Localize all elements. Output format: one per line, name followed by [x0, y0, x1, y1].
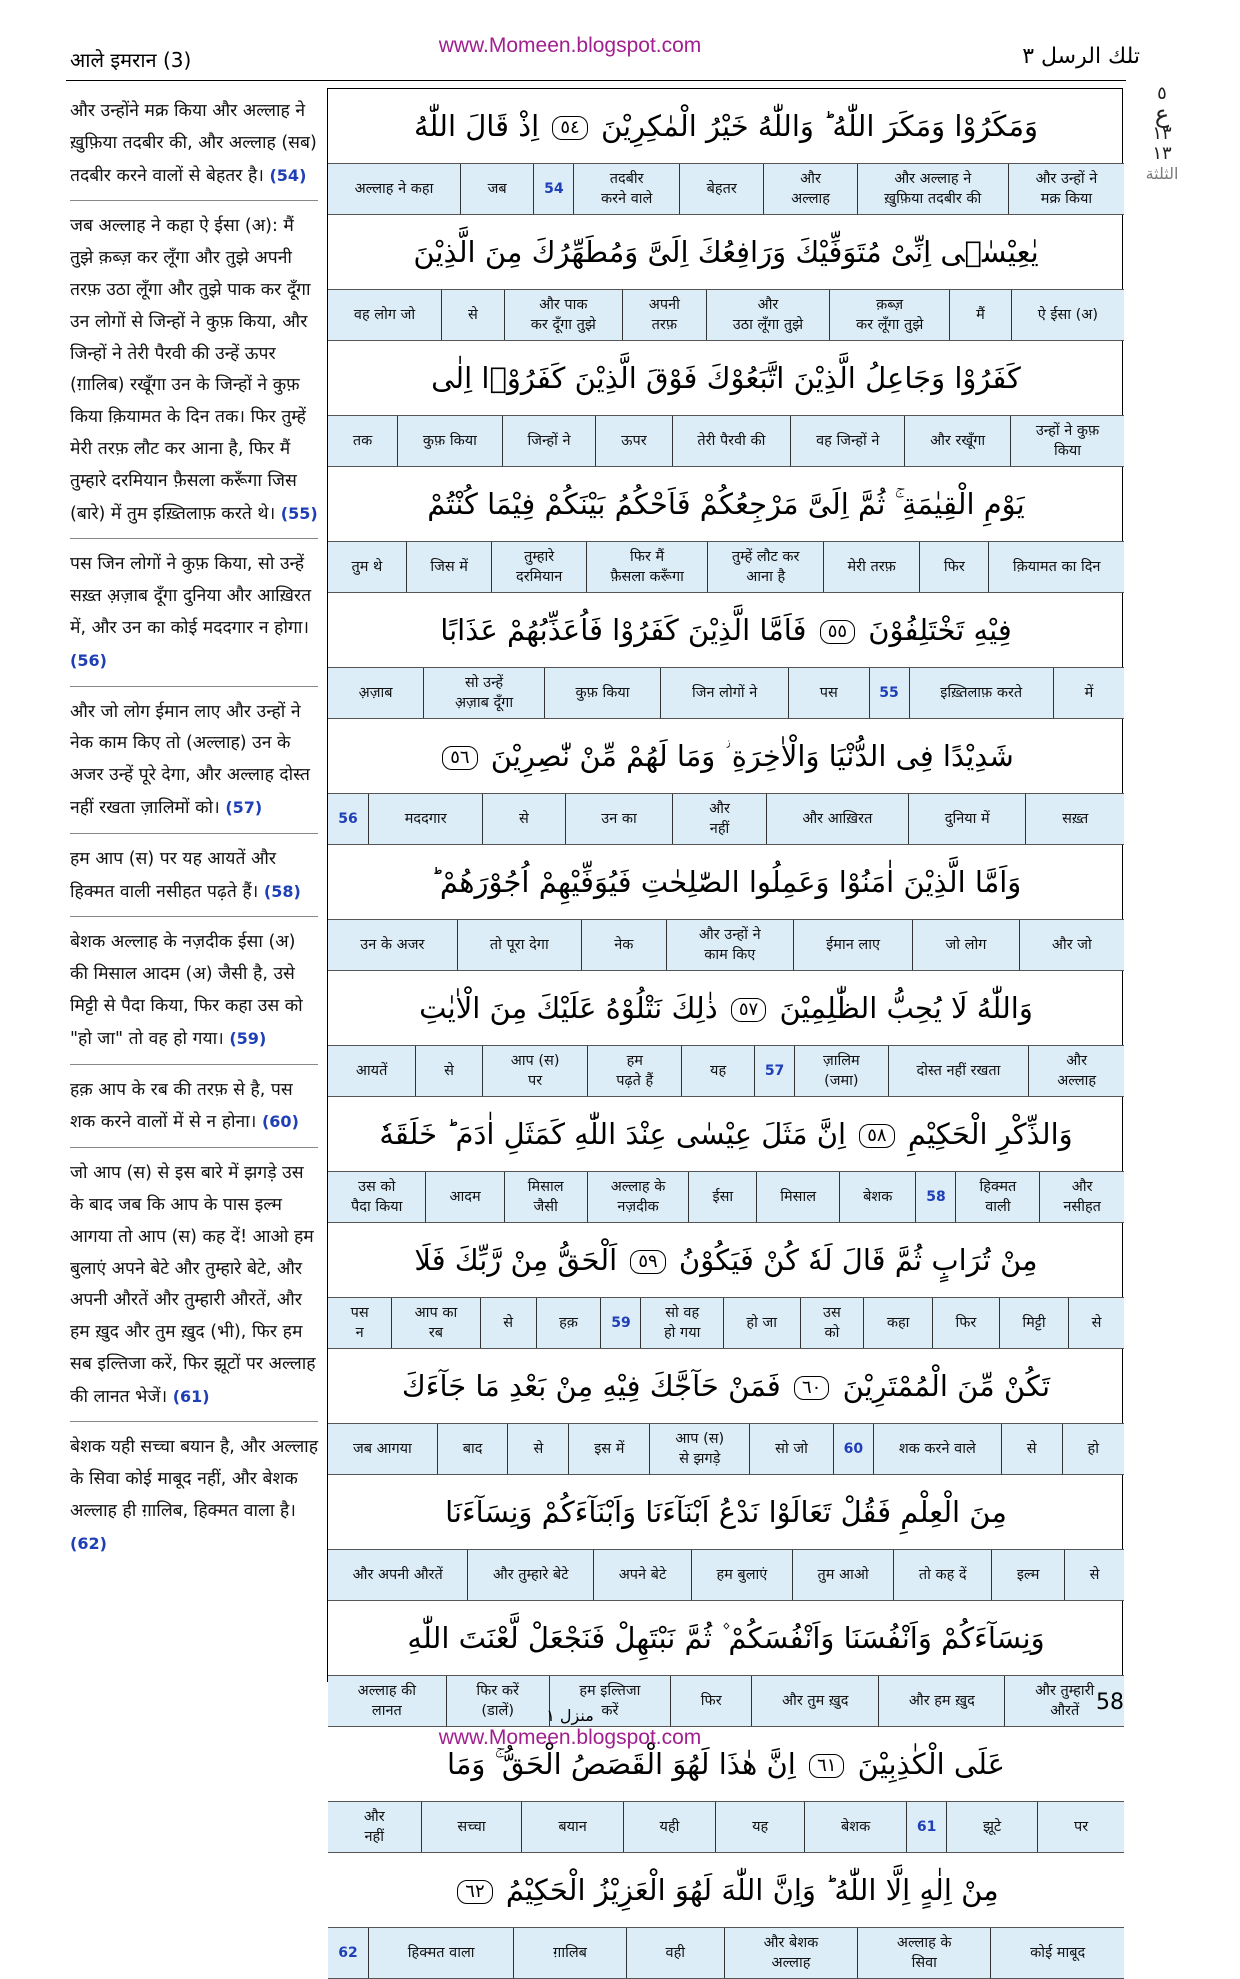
- word-cell: फिर मैं फ़ैसला करूँगा: [586, 542, 708, 592]
- ayah-marker: ٥٨: [859, 1124, 894, 1148]
- section-number: ٥: [1157, 83, 1167, 104]
- word-cell: तेरी पैरवी की: [672, 416, 791, 466]
- word-cell: हक़: [536, 1298, 601, 1348]
- arabic-line: [328, 89, 1124, 163]
- word-cell: सच्चा: [421, 1802, 522, 1852]
- word-cell: अल्लाह के सिवा: [857, 1928, 990, 1978]
- arabic-line: [328, 1349, 1124, 1423]
- word-cell: आयतें: [355, 1063, 388, 1079]
- word-cell: उन्हों ने कुफ़ किया: [1010, 416, 1124, 466]
- word-cell: सो वह हो गया: [640, 1298, 722, 1348]
- verse-number: (62): [70, 1533, 107, 1553]
- word-cell: हिक्मत वाली: [955, 1172, 1039, 1222]
- word-cell: फिर करें (डालें): [446, 1676, 549, 1726]
- word-cell: उस को: [800, 1298, 864, 1348]
- word-translation-row: [328, 1801, 1124, 1853]
- word-cell: शक करने वाले: [873, 1424, 1001, 1474]
- word-cell: जिस में: [406, 542, 492, 592]
- commentary-paragraph: [70, 697, 318, 825]
- word-cell: ज़ालिम (जमा): [794, 1046, 888, 1096]
- word-cell: आप (स) से झगड़े: [649, 1424, 749, 1474]
- arabic-text: وَنِسَآءَكُمْ وَاَنْفُسَنَا وَاَنْفُسَكُمْ ۫ ثُمَّ نَبْتَهِلْ فَنَجْعَلْ لَّعْنَتَ اللّٰهِ: [407, 1621, 1045, 1655]
- ayah-marker: ٥٥: [820, 620, 855, 644]
- word-translation-row: [328, 1549, 1124, 1601]
- word-cell: सख़्त: [1025, 794, 1124, 844]
- word-translation-row: [328, 415, 1124, 467]
- arabic-text: وَمَكَرُوْا وَمَكَرَ اللّٰهُ ؕ وَاللّٰهُ خَيْرُ الْمٰكِرِيْنَ: [600, 109, 1039, 143]
- word-translation-row: [328, 1423, 1124, 1475]
- word-cell: तदबीर करने वाले: [573, 164, 679, 214]
- verse-number: (61): [172, 1386, 210, 1406]
- word-cell: और नहीं: [672, 794, 765, 844]
- word-cell: और रखूँगा: [904, 416, 1010, 466]
- word-cell: क़ियामत का दिन: [988, 542, 1124, 592]
- paragraph-divider: [70, 833, 318, 834]
- ruku-count: ١٣: [1152, 143, 1172, 164]
- word-cell: यह: [715, 1802, 804, 1852]
- word-cell: इल्म: [991, 1550, 1064, 1600]
- site-url-footer[interactable]: www.Momeen.blogspot.com: [438, 1726, 702, 1749]
- verse-number-cell: 60: [833, 1424, 873, 1474]
- paragraph-divider: [70, 916, 318, 917]
- arabic-line: [328, 341, 1124, 415]
- word-cell: से: [480, 1298, 536, 1348]
- word-cell: जिन लोगों ने: [660, 668, 788, 718]
- word-cell: और उन्हों ने काम किए: [666, 920, 793, 970]
- word-cell: से: [482, 794, 564, 844]
- arabic-text: اِنَّ مَثَلَ عِيْسٰى عِنْدَ اللّٰهِ كَمَثَلِ اٰدَمَ ؕ خَلَقَهٗ: [379, 1117, 847, 1151]
- word-cell: तो पूरा देगा: [457, 920, 581, 970]
- word-cell: अ़ज़ाब: [358, 685, 393, 701]
- word-cell: ईसा: [688, 1172, 756, 1222]
- word-cell: कोई माबूद: [990, 1928, 1124, 1978]
- ayah-marker: ٥٧: [731, 998, 766, 1022]
- word-cell: अल्लाह की लानत: [357, 1683, 417, 1719]
- word-cell: पस: [788, 668, 868, 718]
- word-cell: दुनिया में: [908, 794, 1025, 844]
- paragraph-divider: [70, 1147, 318, 1148]
- word-cell: और उन्हों ने मक्र किया: [1008, 164, 1124, 214]
- arabic-text: فَمَنْ حَآجَّكَ فِيْهِ مِنْ بَعْدِ مَا جَآءَكَ: [401, 1369, 781, 1403]
- word-cell: कहा: [863, 1298, 932, 1348]
- word-cell: अपने बेटे: [593, 1550, 691, 1600]
- commentary-paragraph: [70, 844, 318, 909]
- word-cell: दोस्त नहीं रखता: [888, 1046, 1029, 1096]
- word-cell: बाद: [437, 1424, 508, 1474]
- translation-column: [70, 96, 318, 1569]
- verse-number: (57): [225, 797, 263, 817]
- verse-number-cell: 57: [754, 1046, 794, 1096]
- word-cell: बयान: [521, 1802, 622, 1852]
- arabic-line: [328, 1475, 1124, 1549]
- arabic-text: فِيْهِ تَخْتَلِفُوْنَ: [868, 613, 1012, 647]
- arabic-line: [328, 593, 1124, 667]
- word-cell: तक: [352, 433, 373, 449]
- arabic-line: [328, 1601, 1124, 1675]
- commentary-text: जब अल्लाह ने कहा ऐ ईसा (अ): मैं तुझे क़ब्ज़ कर लूँगा और तुझे अपनी तरफ़ उठा लूँगा और तुझे पाक कर दूँगा उन लोगों से जिन्हों ने कुफ़ किया, और जिन्हों ने तेरी पैरवी की उन्हें ऊपर (ग़ालिब) रखूँगा उन के जिन्हों ने कुफ़ किया क़ियामत के दिन तक। फिर तुम्हें मेरी तरफ़ लौट कर आना है, फिर मैं तुम्हारे दरमियान फ़ैसला करूँगा जिस (बारे) में तुम इख़्तिलाफ़ करते थे।: [70, 216, 311, 524]
- word-cell: इख़्तिलाफ़ करते: [909, 668, 1053, 718]
- word-cell: फिर: [670, 1676, 751, 1726]
- word-cell: बेशक: [804, 1802, 906, 1852]
- commentary-text: और जो लोग ईमान लाए और उन्हों ने नेक काम किए तो (अल्लाह) उन के अजर उन्हें पूरे देगा, और अल्लाह दोस्त नहीं रखता ज़ालिमों को।: [70, 701, 310, 818]
- word-cell: पर: [1037, 1802, 1124, 1852]
- page-number: 58: [1096, 1690, 1124, 1715]
- arabic-text: اَلْحَقُّ مِنْ رَّبِّكَ فَلَا: [414, 1243, 618, 1277]
- arabic-text: فَاَمَّا الَّذِيْنَ كَفَرُوْا فَاُعَذِّبُهُمْ عَذَابًا: [440, 613, 807, 647]
- arabic-line: [328, 845, 1124, 919]
- word-cell: हिक्मत वाला: [368, 1928, 513, 1978]
- verse-number-cell: 54: [533, 164, 573, 214]
- verse-number: (55): [280, 503, 318, 523]
- word-cell: जो लोग: [912, 920, 1018, 970]
- word-cell: तुम्हारे दरमियान: [491, 542, 585, 592]
- ayah-marker: ٥٦: [442, 746, 477, 770]
- commentary-paragraph: [70, 927, 318, 1055]
- word-cell: ऐ ईसा (अ): [1011, 290, 1124, 340]
- arabic-text: مِنَ الْعِلْمِ فَقُلْ تَعَالَوْا نَدْعُ اَبْنَآءَنَا وَاَبْنَآءَكُمْ وَنِسَآءَنَا: [445, 1495, 1007, 1529]
- ayah-marker: ٦٠: [794, 1376, 829, 1400]
- word-cell: अल्लाह के नज़दीक: [587, 1172, 689, 1222]
- commentary-paragraph: [70, 1158, 318, 1413]
- word-cell: हम इल्तिजा करें: [549, 1676, 670, 1726]
- arabic-text: ذٰلِكَ نَتْلُوْهُ عَلَيْكَ مِنَ الْاٰيٰتِ: [419, 991, 718, 1025]
- word-cell: और तुम ख़ुद: [751, 1676, 878, 1726]
- word-cell: और बेशक अल्लाह: [724, 1928, 857, 1978]
- word-cell: और नसीहत: [1039, 1172, 1124, 1222]
- word-translation-row: [328, 667, 1124, 719]
- word-translation-row: [328, 793, 1124, 845]
- word-cell: पस न: [350, 1305, 369, 1341]
- paragraph-divider: [70, 1421, 318, 1422]
- word-cell: उन के अजर: [360, 937, 425, 953]
- verse-number-cell: 62: [338, 1945, 358, 1961]
- arabic-text: كَفَرُوْا وَجَاعِلُ الَّذِيْنَ اتَّبَعُوْكَ فَوْقَ الَّذِيْنَ كَفَرُوْۤا اِلٰى: [431, 361, 1021, 395]
- word-cell: हो जा: [723, 1298, 800, 1348]
- arabic-text: وَاَمَّا الَّذِيْنَ اٰمَنُوْا وَعَمِلُوا الصّٰلِحٰتِ فَيُوَفِّيْهِمْ اُجُوْرَهُمْ ؕ: [430, 865, 1022, 899]
- commentary-text: हक़ आप के रब की तरफ़ से है, पस शक करने वालों में से न होना।: [70, 1079, 293, 1133]
- ruku-number: ١٣: [1152, 123, 1172, 144]
- word-cell: बेहतर: [679, 164, 763, 214]
- commentary-text: हम आप (स) पर यह आयतें और हिक्मत वाली नसीहत पढ़ते हैं।: [70, 848, 277, 902]
- word-translation-row: [328, 919, 1124, 971]
- commentary-text: और उन्होंने मक्र किया और अल्लाह ने ख़ुफ़िया तदबीर की, और अल्लाह (सब) तदबीर करने वालों से बेहतर है।: [70, 101, 317, 186]
- commentary-paragraph: [70, 1432, 318, 1560]
- word-cell: आप (स) पर: [482, 1046, 588, 1096]
- verse-number: (54): [269, 165, 307, 185]
- word-cell: वह जिन्हों ने: [790, 416, 904, 466]
- verse-number-cell: 56: [338, 811, 358, 827]
- word-cell: सो उन्हें अ़ज़ाब दूँगा: [423, 668, 544, 718]
- word-cell: अल्लाह ने कहा: [354, 181, 434, 197]
- word-cell: जिन्हों ने: [502, 416, 596, 466]
- commentary-paragraph: [70, 211, 318, 530]
- word-cell: सो जो: [749, 1424, 833, 1474]
- arabic-line: [328, 1097, 1124, 1171]
- arabic-line: [328, 1223, 1124, 1297]
- arabic-text: اِذْ قَالَ اللّٰهُ: [413, 109, 540, 143]
- commentary-paragraph: [70, 96, 318, 192]
- word-cell: से: [1068, 1298, 1124, 1348]
- word-cell: ईमान लाए: [793, 920, 912, 970]
- ayah-marker: ٥٤: [552, 116, 587, 140]
- word-cell: और उठा लूँगा तुझे: [706, 290, 829, 340]
- word-cell: और पाक कर दूँगा तुझे: [504, 290, 622, 340]
- arabic-text: يٰعِيْسٰۤى اِنِّىْ مُتَوَفِّيْكَ وَرَافِعُكَ اِلَىَّ وَمُطَهِّرُكَ مِنَ الَّذِيْنَ: [413, 235, 1039, 269]
- word-cell: से: [507, 1424, 568, 1474]
- verse-number: (59): [229, 1028, 267, 1048]
- word-translation-row: [328, 1297, 1124, 1349]
- commentary-text: जो आप (स) से इस बारे में झगड़े उस के बाद जब कि आप के पास इल्म आगया तो आप (स) कह दें! आओ हम बुलाएं अपने बेटे और तुम्हारे बेटे, और अपनी औरतें और तुम्हारी औरतें, और हम ख़ुद और तुम ख़ुद (भी), फिर हम सब इल्तिजा करें, फिर झूटों पर अल्लाह की लानत भेजें।: [70, 1163, 316, 1407]
- surah-title: आले इमरान (3): [70, 48, 192, 72]
- word-cell: आदम: [425, 1172, 503, 1222]
- word-cell: वही: [626, 1928, 724, 1978]
- verse-number: (56): [70, 650, 107, 670]
- word-cell: हो: [1062, 1424, 1124, 1474]
- word-translation-row: [328, 1927, 1124, 1979]
- arabic-line: [328, 719, 1124, 793]
- juz-title: تلك الرسل ٣: [1022, 44, 1140, 69]
- word-cell: और अल्लाह ने ख़ुफ़िया तदबीर की: [857, 164, 1008, 214]
- word-cell: इस में: [568, 1424, 649, 1474]
- word-cell: आप का रब: [391, 1298, 480, 1348]
- arabic-text: مِنْ تُرَابٍ ثُمَّ قَالَ لَهٗ كُنْ فَيَكُوْنُ: [678, 1243, 1038, 1277]
- word-cell: से: [1001, 1424, 1062, 1474]
- arabic-line: [328, 1853, 1124, 1927]
- word-cell: अपनी तरफ़: [622, 290, 706, 340]
- word-cell: यह: [681, 1046, 754, 1096]
- arabic-line: [328, 467, 1124, 541]
- arabic-text: مِنْ اِلٰهٍ اِلَّا اللّٰهُ ؕ وَاِنَّ اللّٰهَ لَهُوَ الْعَزِيْزُ الْحَكِيْمُ: [505, 1873, 999, 1907]
- verse-number-cell: 58: [915, 1172, 955, 1222]
- word-translation-row: [328, 1171, 1124, 1223]
- site-url-header[interactable]: www.Momeen.blogspot.com: [438, 34, 702, 57]
- commentary-text: बेशक अल्लाह के नज़दीक ईसा (अ) की मिसाल आदम (अ) जैसी है, उसे मिट्टी से पैदा किया, फिर कहा उस को "हो जा" तो वह हो गया।: [70, 932, 303, 1049]
- verse-number-cell: 61: [906, 1802, 946, 1852]
- commentary-paragraph: [70, 549, 318, 677]
- verse-number-cell: 59: [600, 1298, 640, 1348]
- ruku-symbol: ع: [1154, 100, 1170, 128]
- word-cell: तो कह दें: [893, 1550, 991, 1600]
- word-cell: और अपनी औरतें: [352, 1567, 443, 1583]
- word-cell: और आख़िरत: [766, 794, 908, 844]
- word-cell: से: [1064, 1550, 1124, 1600]
- word-translation-row: [328, 163, 1124, 215]
- word-cell: उस को पैदा किया: [351, 1179, 403, 1215]
- word-translation-row: [328, 541, 1124, 593]
- word-cell: से: [441, 290, 504, 340]
- word-cell: तुम आओ: [792, 1550, 893, 1600]
- word-cell: और जो: [1019, 920, 1124, 970]
- arabic-line: [328, 971, 1124, 1045]
- ruku-marker: [1134, 84, 1190, 184]
- word-cell: नेक: [581, 920, 666, 970]
- word-cell: मिट्टी: [999, 1298, 1068, 1348]
- word-cell: हम बुलाएं: [691, 1550, 792, 1600]
- ayah-marker: ٦١: [809, 1754, 844, 1778]
- word-cell: और अल्लाह: [763, 164, 856, 214]
- word-cell: ऊपर: [595, 416, 671, 466]
- word-cell: मिसाल: [756, 1172, 839, 1222]
- verse-number-cell: 55: [869, 668, 909, 718]
- word-cell: और नहीं: [363, 1809, 385, 1845]
- commentary-text: पस जिन लोगों ने कुफ़ किया, सो उन्हें सख़्त अ़ज़ाब दूँगा दुनिया और आख़िरत में, और उन का कोई मददगार न होगा।: [70, 554, 312, 638]
- word-cell: से: [415, 1046, 482, 1096]
- word-translation-row: [328, 1045, 1124, 1097]
- arabic-text: تَكُنْ مِّنَ الْمُمْتَرِيْنَ: [842, 1369, 1051, 1403]
- arabic-text: عَلَى الْكٰذِبِيْنَ: [857, 1747, 1005, 1781]
- word-cell: झूटे: [946, 1802, 1037, 1852]
- word-cell: मिसाल जैसी: [504, 1172, 587, 1222]
- word-cell: उन का: [565, 794, 673, 844]
- word-cell: तुम थे: [351, 559, 383, 575]
- word-cell: हम पढ़ते हैं: [587, 1046, 681, 1096]
- commentary-paragraph: [70, 1075, 318, 1140]
- manzil-label: منزل ١: [546, 1706, 594, 1725]
- paragraph-divider: [70, 686, 318, 687]
- arabic-text: يَوْمِ الْقِيٰمَةِ ۚ ثُمَّ اِلَىَّ مَرْجِعُكُمْ فَاَحْكُمُ بَيْنَكُمْ فِيْمَا كُنْتُمْ: [427, 487, 1025, 521]
- arabic-text: اِنَّ هٰذَا لَهُوَ الْقَصَصُ الْحَقُّ ۚ وَمَا: [447, 1747, 796, 1781]
- word-translation-row: [328, 289, 1124, 341]
- word-cell: और तुम्हारे बेटे: [467, 1550, 593, 1600]
- arabic-line: [328, 215, 1124, 289]
- word-cell: फिर: [919, 542, 988, 592]
- word-cell: मददगार: [368, 794, 482, 844]
- paragraph-divider: [70, 200, 318, 201]
- ayah-marker: ٥٩: [630, 1250, 665, 1274]
- paragraph-divider: [70, 538, 318, 539]
- word-cell: बेशक: [839, 1172, 915, 1222]
- verse-number: (58): [263, 881, 301, 901]
- word-cell: मेरी तरफ़: [823, 542, 919, 592]
- word-cell: में: [1053, 668, 1124, 718]
- word-cell: ग़ालिब: [513, 1928, 625, 1978]
- word-cell: वह लोग जो: [353, 307, 416, 323]
- verse-number: (60): [261, 1112, 299, 1132]
- word-cell: तुम्हें लौट कर आना है: [707, 542, 823, 592]
- word-cell: और तुम्हारी औरतें: [1004, 1676, 1124, 1726]
- ayah-marker: ٦٢: [457, 1880, 492, 1904]
- word-cell: फिर: [932, 1298, 999, 1348]
- header-divider: [66, 80, 1126, 81]
- word-cell: कुफ़ किया: [544, 668, 660, 718]
- word-cell: मैं: [949, 290, 1011, 340]
- arabic-text: وَاللّٰهُ لَا يُحِبُّ الظّٰلِمِيْنَ: [779, 991, 1033, 1025]
- word-cell: कुफ़ किया: [397, 416, 502, 466]
- word-cell: जब: [460, 164, 533, 214]
- paragraph-divider: [70, 1064, 318, 1065]
- word-cell: और अल्लाह: [1028, 1046, 1124, 1096]
- arabic-text: شَدِيْدًا فِى الدُّنْيَا وَالْاٰخِرَةِ ؗ وَمَا لَهُمْ مِّنْ نّٰصِرِيْنَ: [490, 739, 1014, 773]
- word-cell: क़ब्ज़ कर लूँगा तुझे: [829, 290, 949, 340]
- juz-watermark: الثلثة: [1145, 164, 1179, 183]
- word-cell: जब आगया: [352, 1441, 412, 1457]
- word-cell: यही: [623, 1802, 716, 1852]
- commentary-text: बेशक यही सच्चा बयान है, और अल्लाह के सिवा कोई माबूद नहीं, और बेशक अल्लाह ही ग़ालिब, हिक्मत वाला है।: [70, 1437, 319, 1522]
- arabic-text: وَالذِّكْرِ الْحَكِيْمِ: [907, 1117, 1073, 1151]
- word-cell: और हम ख़ुद: [878, 1676, 1004, 1726]
